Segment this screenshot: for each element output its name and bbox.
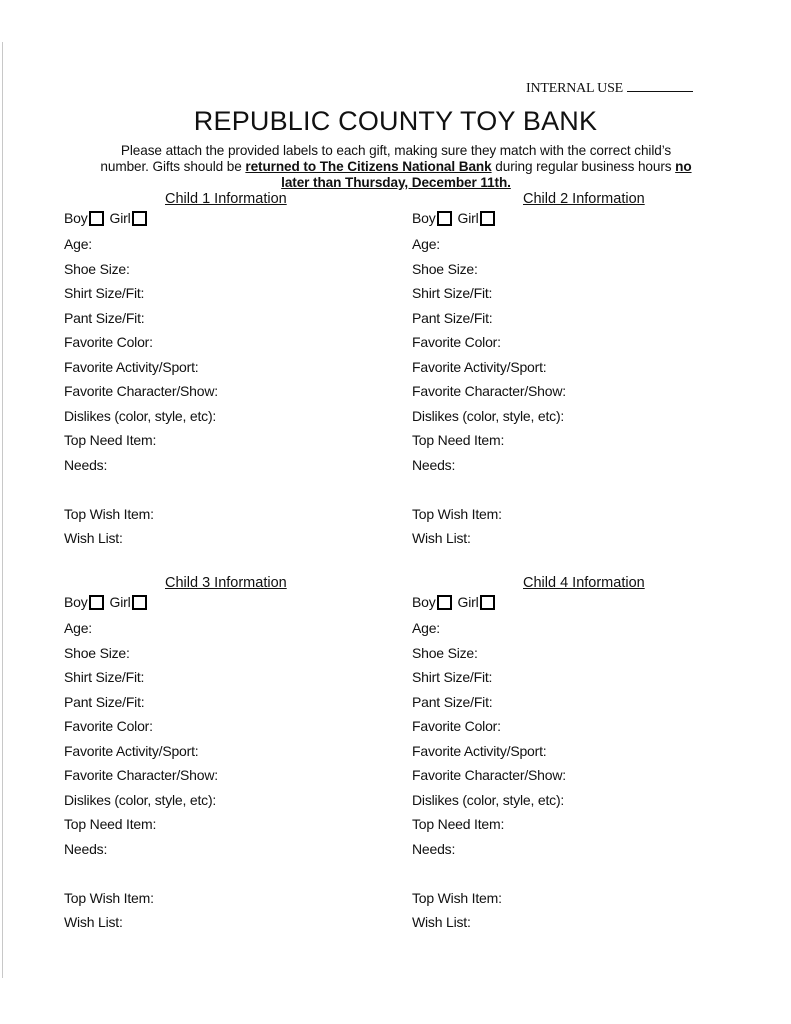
pant-size-field[interactable]: Pant Size/Fit: — [412, 310, 493, 326]
shirt-size-field[interactable]: Shirt Size/Fit: — [64, 669, 145, 685]
age-field[interactable]: Age: — [412, 620, 440, 636]
gender-row — [412, 210, 501, 226]
boy-checkbox[interactable] — [89, 211, 104, 226]
top-need-field[interactable]: Top Need Item: — [64, 816, 157, 832]
page-title: REPUBLIC COUNTY TOY BANK — [193, 106, 598, 136]
shirt-size-field[interactable]: Shirt Size/Fit: — [64, 285, 145, 301]
dislikes-field[interactable]: Dislikes (color, style, etc): — [412, 408, 565, 424]
wish-list-field[interactable]: Wish List: — [412, 914, 471, 930]
favorite-color-field[interactable]: Favorite Color: — [64, 334, 153, 350]
child-1-heading: Child 1 Information — [165, 191, 287, 207]
instructions-text-1: Please attach the provided labels to each gift, making sure they match with the correct child’s number. Gifts should be — [100, 143, 672, 174]
boy-checkbox[interactable] — [89, 595, 104, 610]
girl-checkbox[interactable] — [132, 595, 147, 610]
favorite-activity-field[interactable]: Favorite Activity/Sport: — [64, 743, 199, 759]
boy-label: Boy — [412, 594, 436, 610]
top-need-field[interactable]: Top Need Item: — [412, 432, 505, 448]
girl-label: Girl — [457, 210, 479, 226]
shirt-size-field[interactable]: Shirt Size/Fit: — [412, 669, 493, 685]
dislikes-field[interactable]: Dislikes (color, style, etc): — [412, 792, 565, 808]
girl-checkbox[interactable] — [480, 595, 495, 610]
wish-list-field[interactable]: Wish List: — [64, 530, 123, 546]
gender-row — [412, 594, 501, 610]
child-4-heading: Child 4 Information — [523, 575, 645, 591]
boy-checkbox[interactable] — [437, 211, 452, 226]
needs-field[interactable]: Needs: — [64, 457, 108, 473]
top-wish-field[interactable]: Top Wish Item: — [64, 890, 154, 906]
wish-list-field[interactable]: Wish List: — [64, 914, 123, 930]
top-need-field[interactable]: Top Need Item: — [64, 432, 157, 448]
internal-use-blank[interactable] — [627, 78, 693, 92]
boy-label: Boy — [412, 210, 436, 226]
instructions-bold-2: no later than Thursday, December 11th. — [281, 159, 692, 190]
favorite-color-field[interactable]: Favorite Color: — [412, 718, 501, 734]
girl-checkbox[interactable] — [132, 211, 147, 226]
dislikes-field[interactable]: Dislikes (color, style, etc): — [64, 408, 217, 424]
boy-label: Boy — [64, 594, 88, 610]
instructions-bold-1: returned to The Citizens National Bank — [245, 159, 492, 174]
needs-field[interactable]: Needs: — [412, 841, 456, 857]
favorite-activity-field[interactable]: Favorite Activity/Sport: — [64, 359, 199, 375]
favorite-character-field[interactable]: Favorite Character/Show: — [64, 767, 218, 783]
needs-field[interactable]: Needs: — [64, 841, 108, 857]
gender-row — [64, 594, 153, 610]
child-2-heading: Child 2 Information — [523, 191, 645, 207]
top-wish-field[interactable]: Top Wish Item: — [64, 506, 154, 522]
instructions — [95, 143, 697, 191]
pant-size-field[interactable]: Pant Size/Fit: — [412, 694, 493, 710]
favorite-character-field[interactable]: Favorite Character/Show: — [412, 383, 566, 399]
favorite-color-field[interactable]: Favorite Color: — [64, 718, 153, 734]
shirt-size-field[interactable]: Shirt Size/Fit: — [412, 285, 493, 301]
shoe-size-field[interactable]: Shoe Size: — [64, 261, 130, 277]
internal-use-field — [526, 78, 693, 97]
top-wish-field[interactable]: Top Wish Item: — [412, 506, 502, 522]
instructions-text-2: during regular business hours — [491, 159, 676, 174]
shoe-size-field[interactable]: Shoe Size: — [412, 645, 478, 661]
boy-checkbox[interactable] — [437, 595, 452, 610]
child-3-heading: Child 3 Information — [165, 575, 287, 591]
shoe-size-field[interactable]: Shoe Size: — [64, 645, 130, 661]
age-field[interactable]: Age: — [64, 236, 92, 252]
shoe-size-field[interactable]: Shoe Size: — [412, 261, 478, 277]
gender-row — [64, 210, 153, 226]
girl-label: Girl — [457, 594, 479, 610]
pant-size-field[interactable]: Pant Size/Fit: — [64, 694, 145, 710]
girl-label: Girl — [109, 210, 131, 226]
boy-label: Boy — [64, 210, 88, 226]
page-edge-line — [2, 42, 3, 978]
pant-size-field[interactable]: Pant Size/Fit: — [64, 310, 145, 326]
dislikes-field[interactable]: Dislikes (color, style, etc): — [64, 792, 217, 808]
favorite-color-field[interactable]: Favorite Color: — [412, 334, 501, 350]
top-wish-field[interactable]: Top Wish Item: — [412, 890, 502, 906]
girl-label: Girl — [109, 594, 131, 610]
girl-checkbox[interactable] — [480, 211, 495, 226]
favorite-activity-field[interactable]: Favorite Activity/Sport: — [412, 359, 547, 375]
favorite-activity-field[interactable]: Favorite Activity/Sport: — [412, 743, 547, 759]
needs-field[interactable]: Needs: — [412, 457, 456, 473]
age-field[interactable]: Age: — [412, 236, 440, 252]
wish-list-field[interactable]: Wish List: — [412, 530, 471, 546]
favorite-character-field[interactable]: Favorite Character/Show: — [64, 383, 218, 399]
favorite-character-field[interactable]: Favorite Character/Show: — [412, 767, 566, 783]
age-field[interactable]: Age: — [64, 620, 92, 636]
internal-use-label: INTERNAL USE — [526, 81, 624, 96]
top-need-field[interactable]: Top Need Item: — [412, 816, 505, 832]
